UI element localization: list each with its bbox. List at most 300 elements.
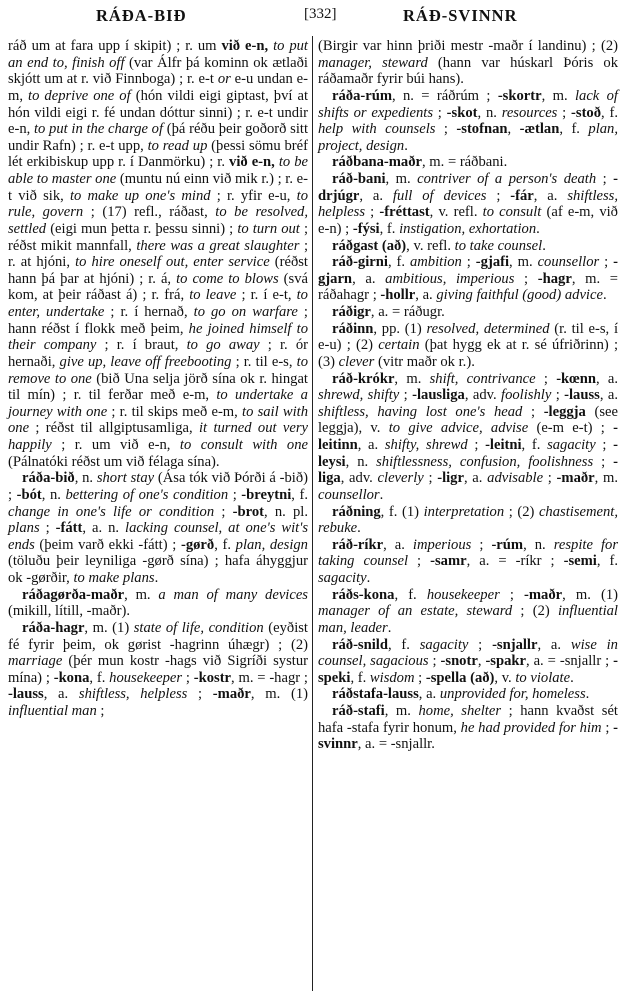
definition: to hire oneself out, enter service [75,254,270,271]
dictionary-entry [318,703,618,753]
headword: við e-n, [221,38,274,54]
entry-text: , a. [415,287,437,304]
entry-text: ; [461,254,476,271]
entry-text: , a. [537,636,571,653]
entry-text: ; [522,403,544,420]
headword: -samr [430,553,467,570]
definition: lack of shifts or expedients [318,87,618,121]
entry-text: , f. [350,669,370,686]
entry-text: ; [543,470,557,487]
entry-text: (Birgir var hinn þriði mestr -maðr í landinu) ; (2) [318,38,618,54]
entry-text: ; r. til skips með e-m, [107,403,243,420]
entry-text: , m. [384,703,419,719]
headword: ráð-bani [332,171,386,187]
entry-text: . [542,237,546,254]
definition: instigation, exhortation [399,220,537,237]
entry-text: ; r. um við e-n, [51,437,180,453]
headword: ráðgast (að) [332,237,407,254]
entry-text: , f. [521,437,548,453]
headword: -snjallr [492,636,538,653]
definition: change in one's life or condition [8,503,215,520]
headword: -hollr [380,287,416,304]
entry-text: ; [499,586,525,603]
headword: ráð-stafi [332,703,385,719]
headword: ráð-ríkr [332,536,384,553]
entry-text: , f. [387,636,420,653]
headword: ráðagørða-maðr [22,586,125,603]
definition: shiftless, having lost one's head [318,403,523,420]
entry-text: ; [514,270,538,287]
definition: shiftlessness, confusion, foolishness [376,453,594,470]
definition: home, shelter [418,703,502,719]
headword: við e-n, [229,154,279,171]
entry-text: , a. [533,187,568,204]
entry-text: ; réðst til allgiptusamliga, [29,420,199,437]
entry-text: , adv. [340,470,378,487]
entry-text: ; (2) [512,603,558,620]
entry-text: ; [535,370,557,387]
headword: -leitni [485,437,522,453]
headword: -semi [563,553,597,570]
headword: ráð-krókr [332,370,395,387]
entry-text: , a. [383,536,413,553]
entry-text: , a. [357,437,385,453]
entry-text: ; [467,437,486,453]
definition: he had provided for him [460,719,602,736]
dictionary-entry [318,637,618,687]
definition: ambitious, imperious [385,270,515,287]
definition: to remove to one [8,353,308,387]
entry-text: ; [557,104,572,121]
dictionary-entry [318,537,618,587]
definition: shrewd, shifty [318,387,400,404]
entry-text: ; hann réðst í flokk með þeim, [8,304,308,337]
entry-text: ; r. í braut, [96,337,187,354]
headword: ráðning [332,503,381,520]
definition: to rule, govern [8,187,308,221]
headword: ráðbana-maðr [332,154,422,171]
entry-text: , m. (1) [250,686,308,703]
entry-text: (þá réðu þeir goðorð sitt undir Rafn) ; r. e-t upp, [8,121,309,154]
headword: -fréttast [379,204,430,221]
headword: -rúm [491,536,524,553]
entry-text: (af e-m, við e-n) ; [318,204,618,237]
entry-text: ; [414,669,426,686]
dictionary-entry [318,304,618,321]
headword: -speki [318,653,619,686]
entry-text: (Pálnatóki réðst um við félaga sína). [8,453,220,470]
entry-text: , m. [124,586,159,603]
headword: -spella (að) [425,669,495,686]
headword: -breytni [241,486,292,503]
definition: certain [378,337,420,354]
entry-text: , a. [595,370,618,387]
entry-text: ; r. í hernað, [104,304,194,320]
headword: -gjarn [318,254,618,287]
headword: -bót [16,486,42,503]
entry-text: , [477,653,486,670]
definition: short stay [96,470,155,487]
entry-text: . [366,570,371,586]
entry-continuation [8,38,308,470]
definition: to give advice, advise [388,420,529,437]
entry-text: (þessi sömu bréf lét erkibiskup upp r. í Danmörku) ; r. [8,137,308,171]
entry-text: , f. [379,220,400,237]
entry-text: ; r. at hjóni, [8,237,308,271]
definition: influential man, leader [318,603,618,636]
entry-text: , f. [387,254,410,271]
definition: chastisement, rebuke [318,503,618,537]
headword: -kostr [193,669,232,686]
entry-text: , n. [41,486,66,503]
entry-text: (muntu nú einn við mik r.) ; r. e-t við sik, [8,171,308,204]
definition: housekeeper [109,669,183,686]
definition: plans [8,520,40,537]
entry-text: , a. = -ríkr ; [466,553,564,570]
definition: give up, leave off freebooting [59,353,232,370]
entry-text: , pp. (1) [373,320,427,337]
entry-text: ; [471,536,492,553]
definition: there was a great slaughter [136,237,300,254]
definition: plan, design [235,536,308,553]
entry-text: , m. = ráðbani. [422,154,508,171]
definition: or [217,71,231,88]
definition: ambition [409,254,462,271]
definition: to enter, undertake [8,287,308,320]
entry-text: . [154,570,159,586]
entry-text: (var Álfr þá kominn ok ætlaði skjótt um at r. við Finnboga) ; r. e-t [8,54,308,88]
definition: clever [338,353,375,370]
entry-text: ; [435,121,457,138]
entry-text: (þér mun kostr -hags við Sigríði systur mína) ; [8,653,308,686]
entry-text: , m. [509,254,538,271]
headword: ráð-girni [332,254,388,271]
definition: wise in counsel, sagacious [318,636,618,670]
entry-text: , m. [385,171,418,187]
dictionary-entry [318,88,618,155]
headword: -leitinn [318,420,618,453]
definition: interpretation [423,503,505,520]
entry-text: ; [365,204,380,221]
dictionary-entry [8,470,308,586]
dictionary-entry [8,620,308,720]
definition: respite for taking counsel [318,536,618,570]
entry-text: (e-m e-t) ; [528,420,614,437]
entry-text: , a. = -snjallr ; [525,653,614,670]
entry-text: ; [423,470,438,487]
entry-text: ; [486,187,511,204]
dictionary-entry [318,587,618,637]
headword: -maðr [524,586,563,603]
entry-text: , f. [601,104,618,121]
entry-text: , m. [541,87,575,104]
definition: to make plans [73,570,155,586]
definition: to make up one's mind [69,187,211,204]
headword: -svinnr [318,719,618,753]
definition: he joined himself to their company [8,320,308,354]
entry-text: ; [187,686,213,703]
entry-text: ; [601,719,614,736]
entry-text: , a. = ráðugr. [370,304,445,320]
definition: shifty, shrewd [384,437,468,453]
headword: ráðstafa-lauss [332,686,419,703]
headword: ráða-bið [22,470,75,487]
entry-text: ; [399,387,413,404]
definition: to consult [482,204,542,221]
headword: -hagr [537,270,572,287]
headword: -snotr [440,653,478,670]
entry-text: , m. = -hagr ; [231,669,308,686]
definition: to leave [189,287,237,304]
entry-text: , a. [463,470,488,487]
definition: counsellor [537,254,600,271]
entry-text: ; [551,387,565,404]
entry-text: ; hann kvaðst sét hafa -stafa fyrir honum, [318,703,618,736]
headword: -stofnan [456,121,508,138]
headword: -leggja [543,403,586,420]
headword: -leysi [318,437,618,470]
dictionary-entry [318,171,618,238]
entry-text: ; [595,437,614,453]
entry-text: . [379,486,384,503]
entry-text: , f. [596,553,618,570]
definition: shiftless, helpless [318,187,618,221]
definition: imperious [412,536,472,553]
definition: to go away [186,337,260,354]
entry-text: ; [433,104,447,121]
entry-text: (réðst hann þá þar at hjóni) ; r. á, [8,254,308,287]
definition: resolved, determined [426,320,550,337]
headword: -skot [446,104,478,121]
entry-text: (þat hygg ek at r. sé úfriðrinn) ; (3) [318,337,618,370]
entry-continuation [318,38,618,88]
entry-text: , m. [394,370,430,387]
entry-text: . [602,287,607,304]
definition: counsellor [318,486,380,503]
headword: -liga [318,453,618,487]
headword: -spakr [485,653,526,670]
dictionary-entry [318,321,618,371]
definition: to put an end to, finish off [8,38,308,71]
definition: to be able to master one [8,154,308,187]
entry-text: , a. [599,387,618,404]
entry-text: ; [39,520,56,537]
definition: sagacity [419,636,469,653]
definition: to undertake a journey with one [8,387,308,420]
entry-text: , m. (1) [562,586,618,603]
entry-text: , a. [359,187,393,204]
definition: sagacity [547,437,596,453]
headword: ráðinn [332,320,374,337]
entry-text: (eigi mun þetta r. þessu sinni) ; [46,220,238,237]
entry-text: ; r. í e-t, [236,287,297,304]
headword: -maðr [212,686,251,703]
entry-text: , m. (1) [84,619,134,636]
definition: to take counsel [454,237,543,254]
right-running-headword: RÁÐ-SVINNR [403,6,518,25]
entry-text: , a. [352,270,386,287]
definition: sagacity [318,570,367,586]
headword: ráð-snild [332,636,388,653]
entry-text: , n. pl. [264,503,309,520]
entry-text: ; r. til e-s, [231,353,297,370]
entry-text: ; [599,254,614,271]
definition: manager, steward [318,54,428,71]
entry-text: ; [468,636,493,653]
entry-text: ; [228,486,242,503]
definition: to violate [515,669,571,686]
definition: to deprive one of [28,87,131,104]
entry-text: ; [428,653,441,670]
entry-text: (Ása tók við Þórði á -bið) ; [8,470,308,503]
entry-text: (hann var húskarl Þóris ok ráðamaðr fyrir búi hans). [318,54,618,88]
headword: -gørð [180,536,215,553]
definition: advisable [487,470,544,487]
entry-text: ; r. yfir e-u, [210,187,297,204]
headword: -fár [510,187,534,204]
headword: -kœnn [556,370,596,387]
entry-text: , f. [291,486,309,503]
entry-text: , n. = ráðrúm ; [391,87,498,104]
headword: -brot [232,503,264,520]
left-column [8,38,308,720]
entry-text: (þeim varð ekki -fátt) ; [34,536,181,553]
definition: state of life, condition [133,619,264,636]
headword: ráða-rúm [332,87,392,104]
definition: to read up [147,137,208,154]
definition: to be resolved, settled [8,204,309,237]
headword: -kona [53,669,90,686]
headword: -lauss [564,387,600,404]
headword: -drjúgr [318,171,619,204]
headword: -gjafi [475,254,510,271]
entry-text: . [404,137,408,154]
column-divider [312,36,313,991]
headword: -lauss [8,686,44,703]
entry-text: ráð um at fara upp í skipit) ; r. um [8,38,222,54]
definition: help with counsels [318,121,436,138]
headword: -maðr [556,470,595,487]
entry-text: (vitr maðr ok r.). [374,353,475,370]
definition: wisdom [369,669,415,686]
dictionary-entry [318,238,618,255]
dictionary-entry [318,371,618,504]
definition: lacking counsel, at one's wit's ends [8,520,308,553]
entry-text: , n. [477,104,502,121]
entry-text: , a. [43,686,79,703]
entry-text: . [536,220,540,237]
headword: ráða-hagr [22,619,85,636]
entry-text: , v. refl. [406,237,455,254]
definition: to go on warfare [193,304,298,320]
definition: full of devices [392,187,487,204]
definition: a man of many devices [158,586,308,603]
dictionary-entry [318,504,618,537]
definition: housekeeper [426,586,500,603]
entry-text: , n. [74,470,97,487]
definition: bettering of one's condition [65,486,229,503]
definition: to come to blows [176,270,279,287]
entry-text: , f. [89,669,110,686]
entry-text: e-u undan e-m, [8,71,308,104]
entry-text: , f. (1) [380,503,424,520]
entry-text: , adv. [464,387,502,404]
definition: cleverly [377,470,424,487]
entry-text: (svá kom, at þeir ráðast á) ; r. frá, [8,270,308,304]
entry-text: (bið Una selja jörð sína ok r. hingat til mín) ; r. til ferðar með e-m, [8,370,308,404]
definition: to sail with one [8,403,308,437]
entry-text: ; (17) refl., ráðast, [83,204,216,221]
definition: marriage [8,653,63,670]
headword: ráðs-kona [332,586,395,603]
entry-text: (r. til e-s, í e-u) ; (2) [318,320,618,354]
definition: influential man [8,703,97,719]
headword: -ligr [437,470,464,487]
headword: -skortr [497,87,542,104]
entry-text: (hón vildi eigi giptast, því at hón vildi eigi r. fé undan dóttur sinni) ; r. e-t undir e-n, [8,87,308,138]
entry-text: , m. = ráðahagr ; [318,270,618,304]
dictionary-entry [318,686,618,703]
entry-text: , v. [494,669,516,686]
entry-text: , a. = -snjallr. [357,736,435,753]
left-running-headword: RÁÐA-BIÐ [96,6,187,25]
definition: shiftless, helpless [78,686,188,703]
entry-text: , a. n. [82,520,126,537]
definition: foolishly [501,387,552,404]
entry-text: ; (2) [504,503,539,520]
entry-text: ; [593,453,614,470]
entry-text: , f. [559,121,589,138]
entry-text: , m. [594,470,618,487]
entry-text: ; [96,703,105,719]
definition: plan, project, design [318,121,618,154]
headword: -ætlan [519,121,560,138]
page-header [8,4,618,30]
definition: manager of an estate, steward [318,603,513,620]
definition: it turned out very happily [8,420,308,453]
entry-text: (töluðu þeir leyniliga -gørð sína) ; hafa áhyggjur ok -gørðir, [8,553,308,586]
entry-text: , a. [418,686,440,703]
headword: -stoð [571,104,602,121]
entry-text: , v. refl. [429,204,483,221]
page-number: [332] [304,6,337,22]
entry-text: , [507,121,520,138]
headword: ráðigr [332,304,371,320]
entry-text: . [357,520,361,537]
entry-text: ; r. ór hernaði, [8,337,308,370]
dictionary-entry [318,154,618,171]
definition: unprovided for, homeless [439,686,586,703]
definition: giving faithful (good) advice [436,287,603,304]
entry-text: (see leggja), v. [318,403,618,437]
entry-text: ; [214,503,233,520]
entry-text: , f. [394,586,427,603]
entry-text: . [387,619,392,636]
definition: shift, contrivance [429,370,536,387]
definition: to turn out [237,220,300,237]
entry-text: ; réðst mikit mannfall, [8,220,309,254]
definition: to put in the charge of [34,121,164,138]
definition: contriver of a person's death [417,171,597,187]
dictionary-entry [318,254,618,304]
entry-text: ; [408,553,431,570]
entry-text: , n. [523,536,554,553]
definition: resources [501,104,558,121]
dictionary-entry [8,587,308,620]
entry-text: . [570,669,574,686]
entry-text: (eyðist fé fyrir þeim, ok gørist -hagrinn úhægr) ; (2) [8,619,308,653]
entry-text: . [585,686,590,703]
